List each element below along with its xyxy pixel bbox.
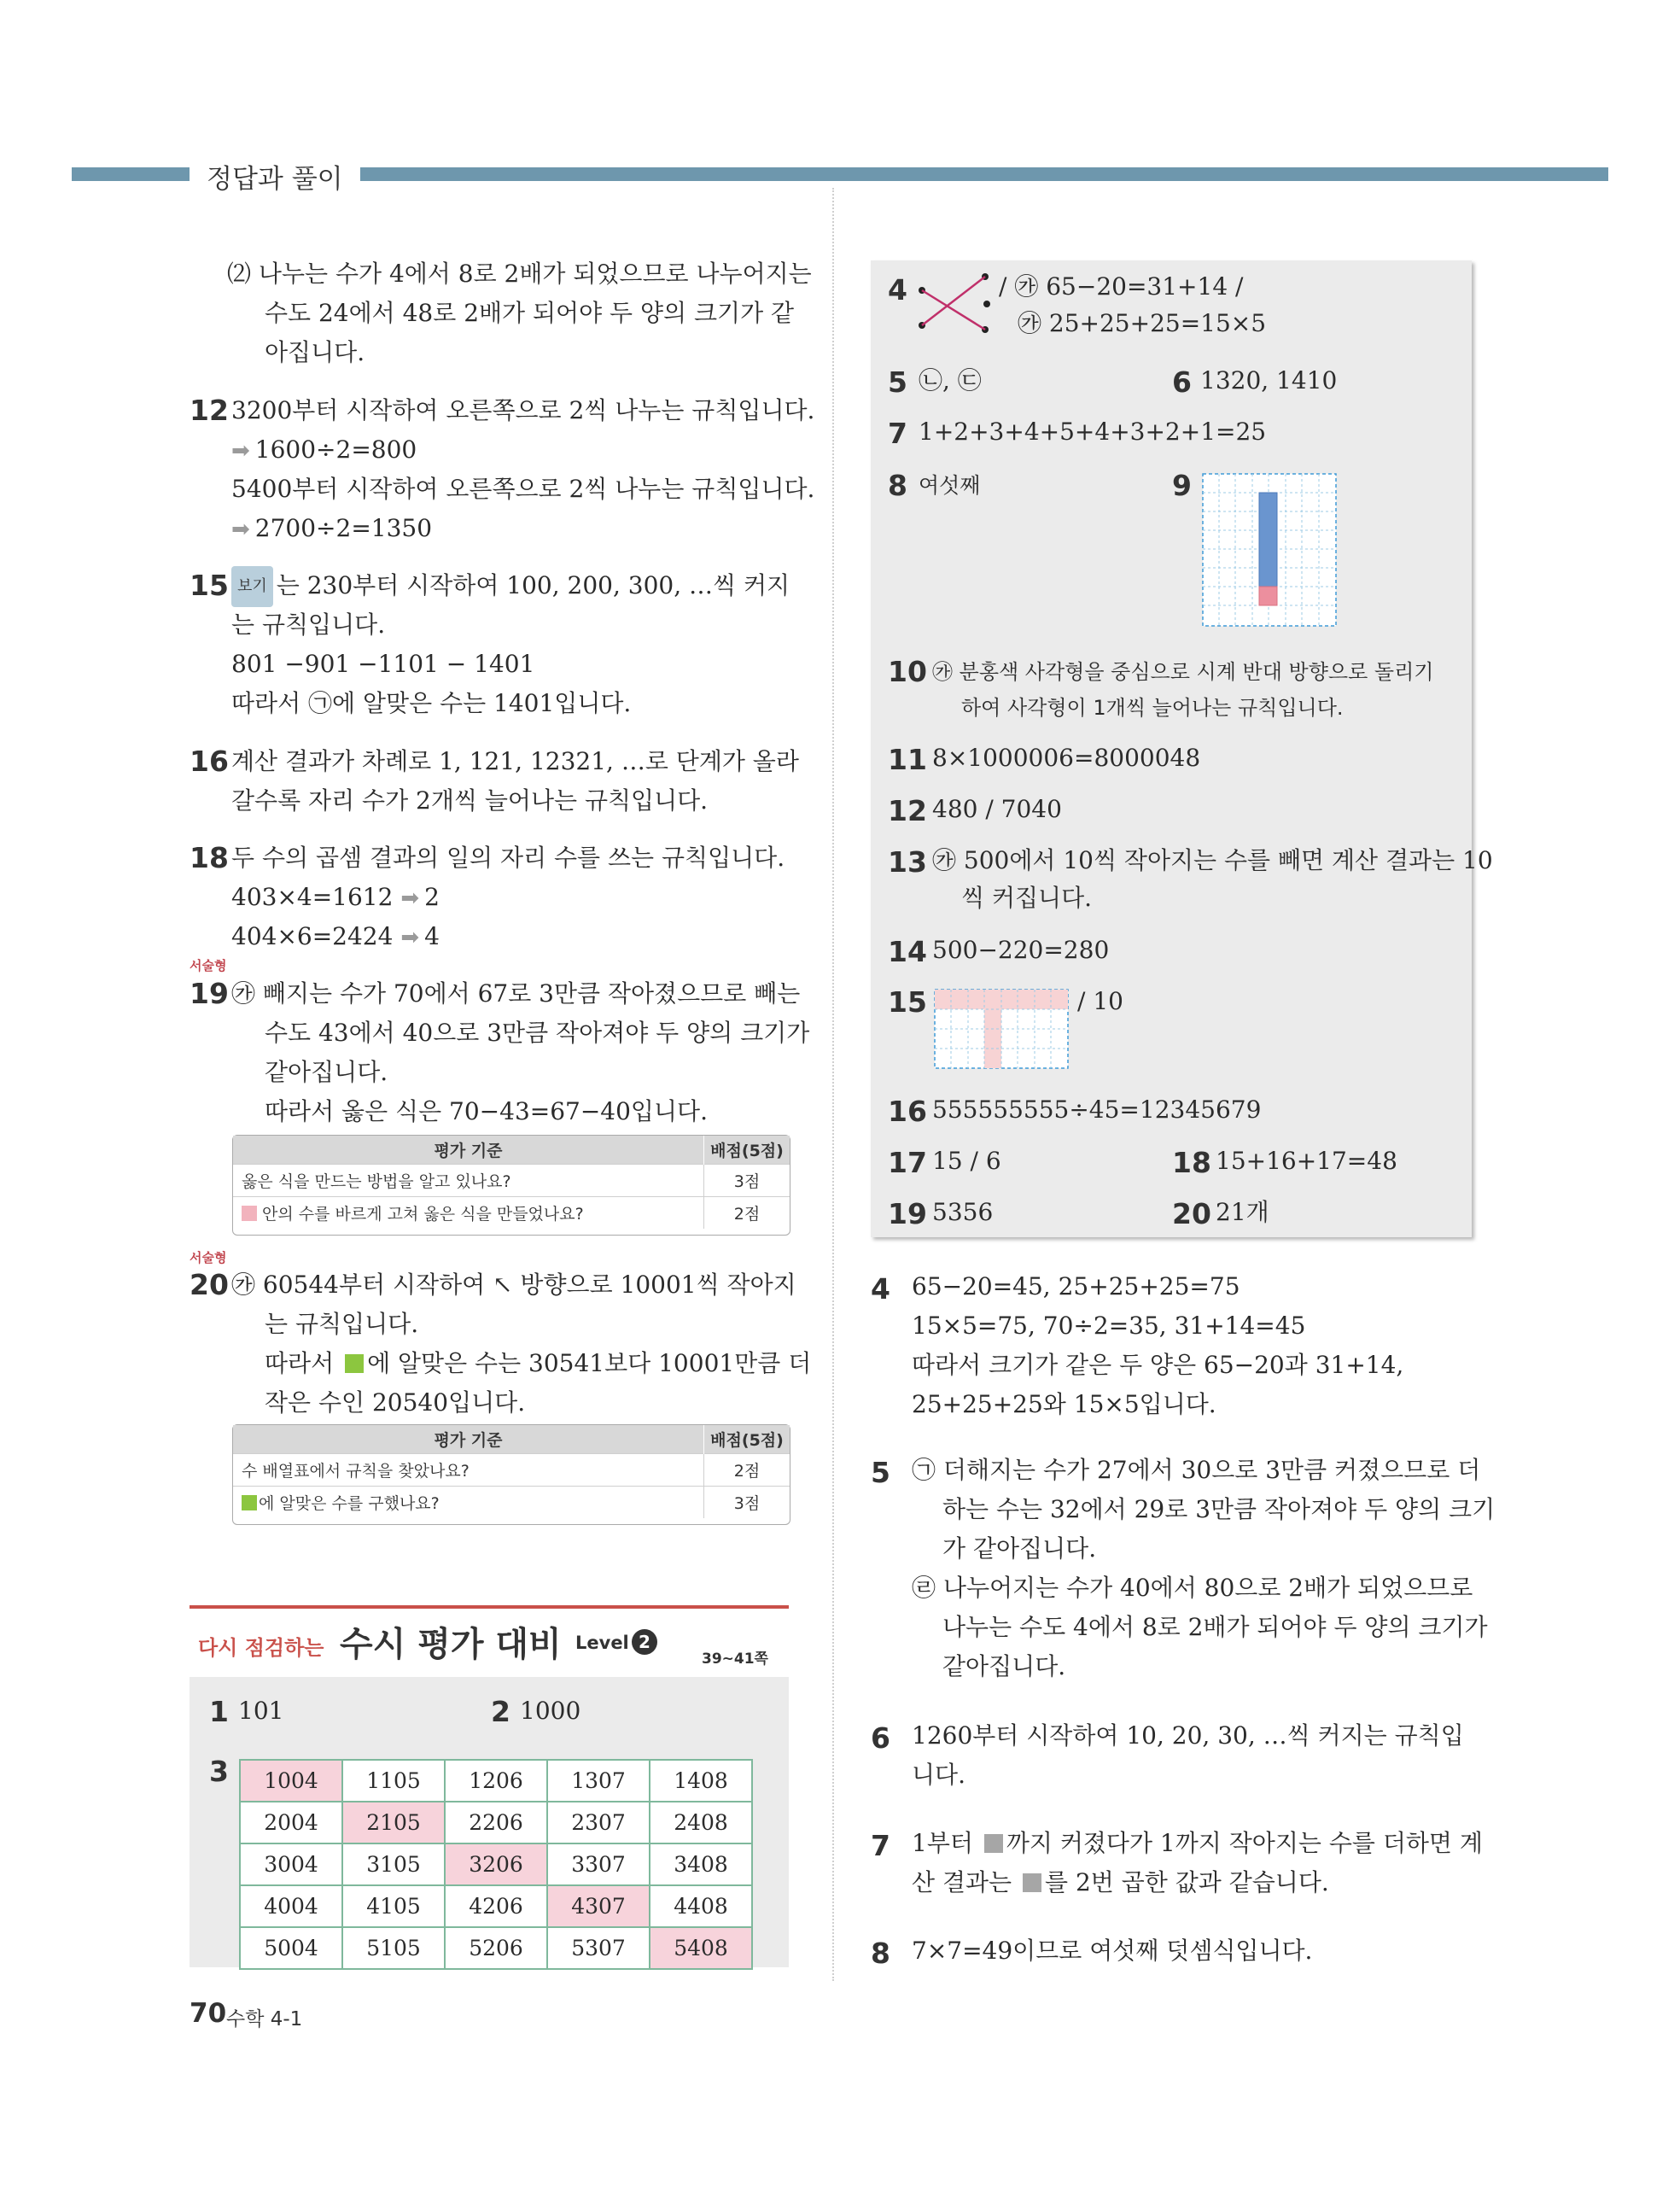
p8-answer: 여섯째 bbox=[919, 473, 981, 498]
q15-line1: 보기 는 230부터 시작하여 100, 200, 300, …씩 커지 bbox=[231, 566, 790, 607]
q18-number: 18 bbox=[190, 841, 229, 874]
rubric-header-points: 배점(5점) bbox=[704, 1136, 790, 1165]
grid-cell: 1004 bbox=[240, 1760, 342, 1802]
gray-square-icon bbox=[984, 1834, 1003, 1853]
q15-number: 15 bbox=[190, 569, 229, 602]
rubric-row-points: 2점 bbox=[704, 1454, 790, 1487]
rubric-header-points: 배점(5점) bbox=[704, 1425, 790, 1454]
e8-number: 8 bbox=[871, 1937, 890, 1970]
p11-answer: 8×1000006=8000048 bbox=[932, 744, 1201, 772]
rubric-row-criteria: 안의 수를 바르게 고쳐 옳은 식을 만들었나요? bbox=[233, 1197, 704, 1230]
p13-line2: 씩 커집니다. bbox=[961, 884, 1093, 912]
level-title: 수시 평가 대비 bbox=[340, 1625, 562, 1664]
level-a3-number: 3 bbox=[209, 1755, 229, 1788]
e5-line1: ㉠ 더해지는 수가 27에서 30으로 3만큼 커졌으므로 더 bbox=[912, 1456, 1481, 1484]
pink-square-icon bbox=[242, 1206, 257, 1221]
level-a2-number: 2 bbox=[491, 1695, 510, 1728]
level-header bbox=[190, 1605, 789, 1677]
p4-number: 4 bbox=[888, 273, 907, 307]
grid-cell: 2307 bbox=[547, 1802, 650, 1843]
p13-number: 13 bbox=[888, 845, 927, 879]
grid-cell: 3004 bbox=[240, 1843, 342, 1885]
e8-line1: 7×7=49이므로 여섯째 덧셈식입니다. bbox=[912, 1937, 1313, 1965]
e6-number: 6 bbox=[871, 1721, 890, 1755]
grid-cell: 4408 bbox=[650, 1885, 752, 1927]
grid-cell: 5408 bbox=[650, 1927, 752, 1969]
rubric-row-criteria: 수 배열표에서 규칙을 찾았나요? bbox=[233, 1454, 704, 1487]
e7-number: 7 bbox=[871, 1829, 890, 1862]
grid-cell: 3105 bbox=[342, 1843, 445, 1885]
e7-line1: 1부터 까지 커졌다가 1까지 작아지는 수를 더하면 계 bbox=[912, 1829, 1483, 1857]
grid-cell: 5105 bbox=[342, 1927, 445, 1969]
grid-row bbox=[240, 1885, 752, 1927]
e4-line3: 따라서 크기가 같은 두 양은 65−20과 31+14, bbox=[912, 1351, 1404, 1379]
p11-number: 11 bbox=[888, 743, 927, 776]
e5-line2: 하는 수는 32에서 29로 3만큼 작아져야 두 양의 크기 bbox=[942, 1495, 1496, 1523]
p6-number: 6 bbox=[1172, 365, 1192, 399]
p17-answer: 15 / 6 bbox=[932, 1147, 1001, 1175]
page-number: 70 bbox=[190, 1998, 227, 2029]
q18-line1: 두 수의 곱셈 결과의 일의 자리 수를 쓰는 규칙입니다. bbox=[231, 844, 785, 872]
p12-answer: 480 / 7040 bbox=[932, 795, 1062, 823]
level-a1-number: 1 bbox=[209, 1695, 229, 1728]
column-divider bbox=[832, 188, 834, 1981]
p20-number: 20 bbox=[1172, 1197, 1211, 1230]
rubric-header-criteria: 평가 기준 bbox=[233, 1425, 704, 1454]
q11-line3: 아집니다. bbox=[265, 338, 365, 366]
green-square-icon bbox=[345, 1354, 364, 1373]
e5-number: 5 bbox=[871, 1456, 890, 1489]
p12-number: 12 bbox=[888, 794, 927, 827]
page-title: 정답과 풀이 bbox=[207, 164, 343, 195]
number-grid bbox=[239, 1759, 753, 1970]
grid-cell: 1206 bbox=[445, 1760, 547, 1802]
arrow-icon: ➡ bbox=[400, 885, 420, 911]
grid-cell: 1307 bbox=[547, 1760, 650, 1802]
p7-answer: 1+2+3+4+5+4+3+2+1=25 bbox=[919, 418, 1267, 446]
book-title: 수학 4-1 bbox=[226, 2008, 303, 2030]
q19-line1: ㉮ 빼지는 수가 70에서 67로 3만큼 작아졌으므로 빼는 bbox=[231, 979, 801, 1008]
q11-line1: ⑵ 나누는 수가 4에서 8로 2배가 되었으므로 나누어지는 bbox=[227, 260, 812, 288]
q11-line2: 수도 24에서 48로 2배가 되어야 두 양의 크기가 같 bbox=[265, 299, 795, 327]
header-bar-right bbox=[360, 167, 1608, 181]
p13-line1: ㉮ 500에서 10씩 작아지는 수를 빼면 계산 결과는 10 bbox=[932, 846, 1493, 874]
p10-number: 10 bbox=[888, 655, 927, 688]
gray-square-icon bbox=[1023, 1873, 1041, 1892]
level-a2: 1000 bbox=[520, 1697, 581, 1725]
rubric-header-criteria: 평가 기준 bbox=[233, 1136, 704, 1165]
q19-line4: 따라서 옳은 식은 70−43=67−40입니다. bbox=[265, 1097, 708, 1125]
p16-number: 16 bbox=[888, 1095, 927, 1128]
e6-line1: 1260부터 시작하여 10, 20, 30, …씩 커지는 규칙입 bbox=[912, 1721, 1464, 1750]
grid-cell: 2206 bbox=[445, 1802, 547, 1843]
rubric-row-criteria: 옳은 식을 만드는 방법을 알고 있나요? bbox=[233, 1165, 704, 1197]
p10-line1: ㉮ 분홍색 사각형을 중심으로 시계 반대 방향으로 돌리기 bbox=[932, 660, 1434, 684]
grid-cell: 5004 bbox=[240, 1927, 342, 1969]
p14-number: 14 bbox=[888, 935, 927, 968]
p9-number: 9 bbox=[1172, 469, 1192, 502]
q12-line3: 5400부터 시작하여 오른쪽으로 2씩 나누는 규칙입니다. bbox=[231, 475, 815, 503]
q20-line3: 따라서 에 알맞은 수는 30541보다 10001만큼 더 bbox=[265, 1349, 812, 1377]
q16-number: 16 bbox=[190, 745, 229, 778]
pattern-grid-15 bbox=[934, 989, 1069, 1069]
q18-line3: 404×6=2424 ➡ 4 bbox=[231, 917, 440, 957]
q12-line2: ➡ 1600÷2=800 bbox=[231, 430, 417, 470]
grid-cell: 2408 bbox=[650, 1802, 752, 1843]
p5-answer: ㉡, ㉢ bbox=[919, 366, 982, 394]
e5-line6: 같아집니다. bbox=[942, 1652, 1066, 1680]
p17-number: 17 bbox=[888, 1146, 927, 1179]
q19-line3: 같아집니다. bbox=[265, 1058, 388, 1086]
grid-cell: 3408 bbox=[650, 1843, 752, 1885]
p8-number: 8 bbox=[888, 469, 907, 502]
grid-row bbox=[240, 1802, 752, 1843]
q20-line4: 작은 수인 20540입니다. bbox=[265, 1388, 526, 1417]
p16-answer: 555555555÷45=12345679 bbox=[932, 1096, 1262, 1124]
grid-cell: 4307 bbox=[547, 1885, 650, 1927]
p20-answer: 21개 bbox=[1216, 1198, 1269, 1226]
grid-cell: 2105 bbox=[342, 1802, 445, 1843]
rubric-row-points: 3점 bbox=[704, 1165, 790, 1197]
q20-tag: 서술형 bbox=[190, 1250, 227, 1265]
rubric-row-criteria: 에 알맞은 수를 구했나요? bbox=[233, 1487, 704, 1519]
level-label: Level bbox=[575, 1633, 629, 1653]
grid-row bbox=[240, 1843, 752, 1885]
matching-lines-diagram bbox=[915, 270, 994, 333]
q15-line2: 는 규칙입니다. bbox=[231, 611, 386, 639]
e4-line4: 25+25+25와 15×5입니다. bbox=[912, 1390, 1216, 1418]
e7-line2: 산 결과는 를 2번 곱한 값과 같습니다. bbox=[912, 1868, 1329, 1896]
e5-line4: ㉣ 나누어지는 수가 40에서 80으로 2배가 되었으므로 bbox=[912, 1574, 1473, 1602]
q19-line2: 수도 43에서 40으로 3만큼 작아져야 두 양의 크기가 bbox=[265, 1019, 810, 1047]
q16-line2: 갈수록 자리 수가 2개씩 늘어나는 규칙입니다. bbox=[231, 786, 709, 815]
q20-line2: 는 규칙입니다. bbox=[265, 1310, 419, 1338]
level-pages: 39~41쪽 bbox=[702, 1651, 768, 1668]
arrow-icon: ➡ bbox=[400, 925, 420, 950]
p4-line1: / ㉮ 65−20=31+14 / bbox=[999, 272, 1244, 301]
q19-number: 19 bbox=[190, 977, 229, 1010]
q12-line4: ➡ 2700÷2=1350 bbox=[231, 509, 432, 549]
grid-cell: 4105 bbox=[342, 1885, 445, 1927]
q15-line4: 따라서 ㉠에 알맞은 수는 1401입니다. bbox=[231, 689, 632, 717]
q20-line1: ㉮ 60544부터 시작하여 ↖ 방향으로 10001씩 작아지 bbox=[231, 1271, 796, 1299]
grid-cell: 1408 bbox=[650, 1760, 752, 1802]
p6-answer: 1320, 1410 bbox=[1200, 366, 1338, 394]
q15-line3: 801 −901 −1101 − 1401 bbox=[231, 650, 535, 678]
grid-cell: 2004 bbox=[240, 1802, 342, 1843]
arrow-icon: ➡ bbox=[231, 517, 250, 542]
grid-cell: 4004 bbox=[240, 1885, 342, 1927]
q12-number: 12 bbox=[190, 394, 229, 427]
p10-line2: 하여 사각형이 1개씩 늘어나는 규칙입니다. bbox=[961, 696, 1344, 720]
grid-cell: 4206 bbox=[445, 1885, 547, 1927]
header-bar-left bbox=[72, 167, 190, 181]
e5-line3: 가 같아집니다. bbox=[942, 1534, 1097, 1563]
grid-row bbox=[240, 1760, 752, 1802]
p15-answer: / 10 bbox=[1077, 987, 1123, 1015]
grid-cell: 1105 bbox=[342, 1760, 445, 1802]
q12-line1: 3200부터 시작하여 오른쪽으로 2씩 나누는 규칙입니다. bbox=[231, 396, 815, 424]
p18-number: 18 bbox=[1172, 1146, 1211, 1179]
q16-line1: 계산 결과가 차례로 1, 121, 12321, …로 단계가 올라 bbox=[231, 747, 799, 775]
grid-cell: 5307 bbox=[547, 1927, 650, 1969]
pattern-grid-9 bbox=[1202, 473, 1337, 627]
q18-line2: 403×4=1612 ➡ 2 bbox=[231, 878, 440, 918]
rubric-row-points: 2점 bbox=[704, 1197, 790, 1230]
e6-line2: 니다. bbox=[912, 1761, 965, 1789]
e4-number: 4 bbox=[871, 1272, 890, 1306]
e4-line1: 65−20=45, 25+25+25=75 bbox=[912, 1272, 1240, 1300]
e4-line2: 15×5=75, 70÷2=35, 31+14=45 bbox=[912, 1312, 1306, 1340]
q19-tag: 서술형 bbox=[190, 958, 227, 973]
arrow-icon: ➡ bbox=[231, 438, 250, 464]
p18-answer: 15+16+17=48 bbox=[1216, 1147, 1397, 1175]
grid-cell: 3307 bbox=[547, 1843, 650, 1885]
level-prefix: 다시 점검하는 bbox=[198, 1636, 324, 1660]
p5-number: 5 bbox=[888, 365, 907, 399]
e5-line5: 나누는 수도 4에서 8로 2배가 되어야 두 양의 크기가 bbox=[942, 1613, 1488, 1641]
p15-number: 15 bbox=[888, 985, 927, 1019]
p19-answer: 5356 bbox=[932, 1198, 994, 1226]
level-a1: 101 bbox=[238, 1697, 284, 1725]
grid-cell: 5206 bbox=[445, 1927, 547, 1969]
p4-line2: ㉮ 25+25+25=15×5 bbox=[1018, 309, 1267, 337]
example-box: 보기 bbox=[231, 566, 273, 607]
p19-number: 19 bbox=[888, 1197, 927, 1230]
q20-rubric bbox=[232, 1424, 790, 1525]
p14-answer: 500−220=280 bbox=[932, 936, 1110, 964]
level-number-badge: 2 bbox=[632, 1629, 657, 1655]
q19-rubric bbox=[232, 1135, 790, 1236]
q20-number: 20 bbox=[190, 1268, 229, 1301]
rubric-row-points: 3점 bbox=[704, 1487, 790, 1519]
grid-cell: 3206 bbox=[445, 1843, 547, 1885]
green-square-icon bbox=[242, 1495, 257, 1510]
grid-row bbox=[240, 1927, 752, 1969]
p7-number: 7 bbox=[888, 417, 907, 450]
